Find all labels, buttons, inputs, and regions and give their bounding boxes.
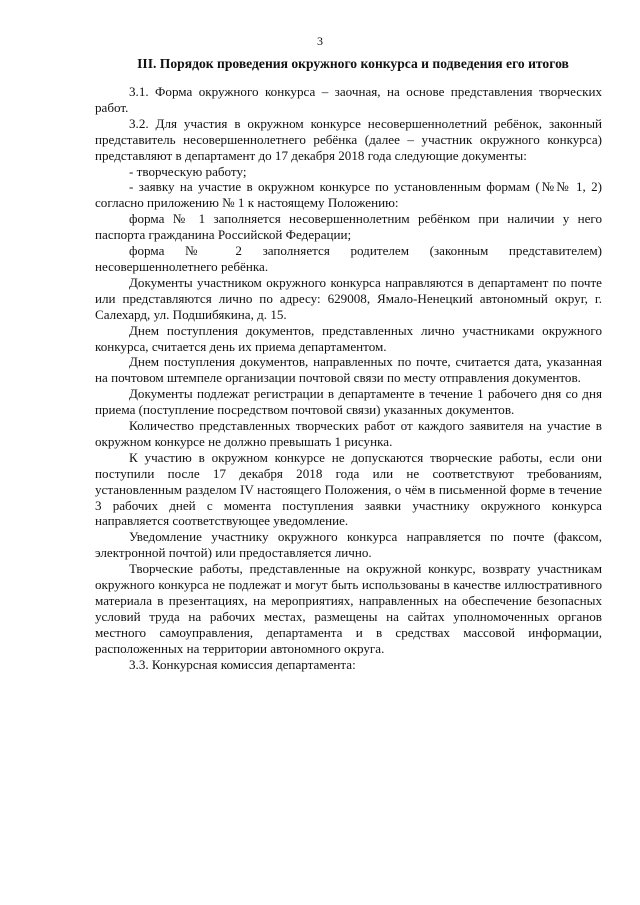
- paragraph-receipt-by-mail: Днем поступления документов, направленных по почте, считается дата, указанная на почтовом штемпеле организации почтовой связи по месту отправления документов.: [95, 354, 602, 386]
- list-item-creative-work: - творческую работу;: [129, 163, 247, 179]
- list-item-application: - заявку на участие в окружном конкурсе по установленным формам (№№ 1, 2) согласно приложению № 1 к настоящему Положению:: [95, 179, 602, 211]
- paragraph-form-2: форма № 2 заполняется родителем (законным представителем) несовершеннолетнего ребёнка.: [95, 243, 602, 274]
- paragraph-works-usage: Творческие работы, представленные на окружной конкурс, возврату участникам окружного конкурса не подлежат и могут быть использованы в качестве иллюстративного материала в презентациях, на мероприятиях, направленных на обеспечение безопасных условий труда на рабочих местах, размещены на сайтах уполномоченных органов местного самоуправления, департамента и в средствах массовой информации, расположенных на территории автономного округа.: [95, 561, 602, 656]
- paragraph-3-3: 3.3. Конкурсная комиссия департамента:: [129, 656, 356, 672]
- paragraph-3-1: 3.1. Форма окружного конкурса – заочная, на основе представления творческих работ.: [95, 84, 602, 115]
- paragraph-non-admission: К участию в окружном конкурсе не допускаются творческие работы, если они поступили после 17 декабря 2018 года или не соответствуют требованиям, установленным разделом IV настоящего Положения, о чём в письменной форме в течение 3 рабочих дней с момента поступления заявки участнику окружного конкурса направляется соответствующее уведомление.: [95, 449, 602, 529]
- paragraph-work-limit: Количество представленных творческих работ от каждого заявителя на участие в окружном конкурсе не должно превышать 1 рисунка.: [95, 418, 602, 449]
- section-title: III. Порядок проведения окружного конкурса и подведения его итогов: [137, 56, 569, 71]
- paragraph-submission-address: Документы участником окружного конкурса направляются в департамент по почте или представляются лично по адресу: 629008, Ямало-Ненецкий автономный округ, г. Салехард, ул. Подшибякина, д. 15.: [95, 274, 602, 322]
- paragraph-notification: Уведомление участнику окружного конкурса направляется по почте (факсом, электронной почтой) или предоставляется лично.: [95, 529, 602, 561]
- page-number: 3: [317, 34, 323, 48]
- paragraph-form-1: форма № 1 заполняется несовершеннолетним ребёнком при наличии у него паспорта гражданина Российской Федерации;: [95, 211, 602, 243]
- document-body: [95, 84, 602, 673]
- paragraph-receipt-in-person: Днем поступления документов, представленных лично участниками окружного конкурса, считается день их приема департаментом.: [95, 322, 602, 354]
- paragraph-registration: Документы подлежат регистрации в департаменте в течение 1 рабочего дня со дня приема (поступление посредством почтовой связи) указанных документов.: [95, 386, 602, 418]
- paragraph-3-2: 3.2. Для участия в окружном конкурсе несовершеннолетний ребёнок, законный представитель несовершеннолетнего ребёнка (далее – участник окружного конкурса) представляют в департамент до 17 декабря 2018 года следующие документы:: [95, 115, 602, 163]
